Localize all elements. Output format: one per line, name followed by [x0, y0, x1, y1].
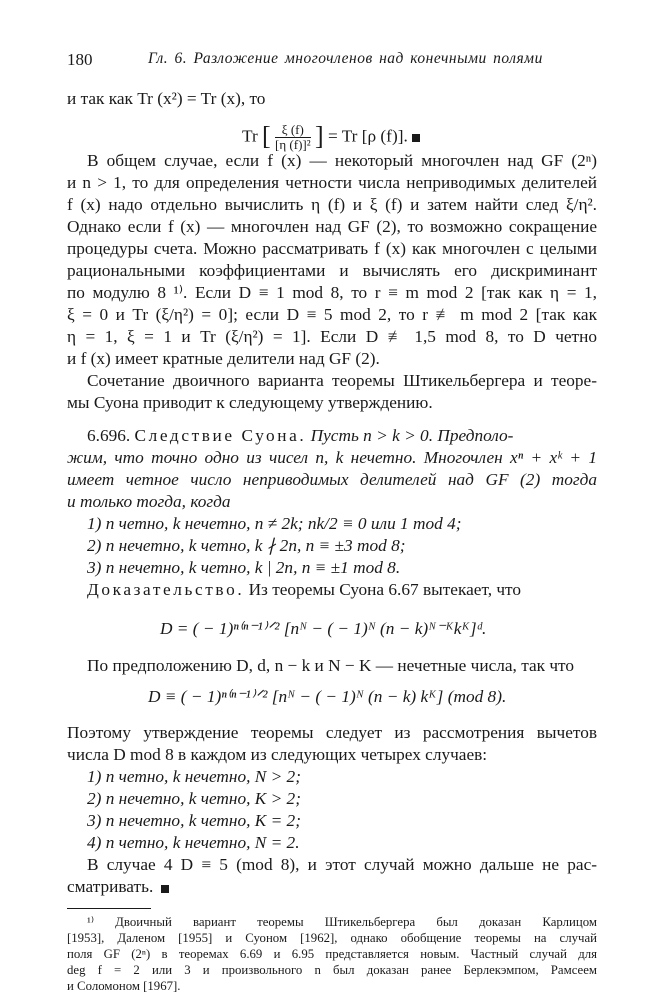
- list-item: 1) n четно, k нечетно, n ≠ 2k; nk/2 ≡ 0 или 1 mod 4;: [87, 514, 462, 533]
- fraction-denominator: [η (f)]²: [275, 137, 311, 152]
- list-item: 2) n нечетно, k четно, k ∤ 2n, n ≡ ±3 mod 8;: [87, 536, 406, 555]
- text-line: Сочетание двоичного варианта теоремы Штикельбергера и теоре-: [87, 371, 597, 390]
- end-of-proof-mark: [161, 885, 169, 893]
- text-line: В общем случае, если f (x) — некоторый многочлен над GF (2ⁿ): [87, 151, 597, 170]
- text-line: η = 1, ξ = 1 и Tr (ξ/η²) = 1]. Если D ≢ 1,5 mod 8, то D четно: [67, 327, 597, 346]
- equation-fraction: [275, 123, 311, 152]
- corollary-heading: [87, 425, 513, 447]
- text-line: сматривать.: [67, 876, 169, 898]
- text-line: и только тогда, когда: [67, 492, 231, 511]
- text-line: процедуры счета. Можно рассматривать f (x) как многочлен с целыми: [67, 239, 597, 258]
- text-line: Поэтому утверждение теоремы следует из рассмотрения вычетов: [67, 723, 597, 742]
- text-line: имеет четное число неприводимых делителей над GF (2) тогда: [67, 470, 597, 489]
- case-item: 1) n четно, k нечетно, N > 2;: [87, 767, 301, 786]
- footnote-line: и Соломоном [1967].: [67, 979, 181, 993]
- fraction-numerator: ξ (f): [275, 123, 311, 138]
- running-title: Гл. 6. Разложение многочленов над конечными полями: [148, 50, 543, 67]
- text-line: Однако если f (x) — многочлен над GF (2), то возможно сокращение: [67, 217, 597, 236]
- corollary-number: 6.696.: [87, 426, 131, 445]
- text-line: В случае 4 D ≡ 5 (mod 8), и этот случай можно дальше не рас-: [87, 855, 597, 874]
- corollary-text: Пусть n > k > 0. Предполо-: [310, 426, 514, 445]
- equation-lhs: Tr: [242, 126, 258, 146]
- footnote-line: deg f = 2 или 3 и произвольного n был доказан ранее Берлекэмпом, Рамсеем: [67, 963, 597, 977]
- equation-trace: Tr [ $\frac{\xi (f)}{\text{[η (f)]²}}$ ] = Tr [ρ (f)].: [242, 123, 420, 152]
- case-item: 2) n нечетно, k четно, K > 2;: [87, 789, 301, 808]
- case-item: 4) n четно, k нечетно, N = 2.: [87, 833, 300, 852]
- proof-word: Доказательство.: [87, 580, 245, 599]
- text-line: по модулю 8 ¹⁾. Если D ≡ 1 mod 8, то r ≡ m mod 2 [так как η = 1,: [67, 283, 597, 302]
- equation-congruence: D ≡ ( − 1)ⁿ⁽ⁿ⁻¹⁾ᐟ² [nᴺ − ( − 1)ᴺ (n − k) kᴷ] (mod 8).: [148, 687, 507, 706]
- proof-line: [87, 579, 521, 601]
- proof-text: Из теоремы Суона 6.67 вытекает, что: [248, 580, 521, 599]
- equation-rhs: = Tr [ρ (f)].: [327, 126, 408, 146]
- corollary-word: Следствие Суона.: [134, 426, 307, 445]
- footnote-line: поля GF (2ⁿ) в теоремах 6.69 и 6.95 представляется новым. Частный случай для: [67, 947, 597, 961]
- list-item: 3) n нечетно, k четно, k | 2n, n ≡ ±1 mod 8.: [87, 558, 401, 577]
- footnote-line: [1953], Даленом [1955] и Суоном [1962], однако обобщение теоремы на случай: [67, 931, 597, 945]
- end-of-proof-mark: [412, 134, 420, 142]
- text-line: мы Суона приводит к следующему утверждению.: [67, 393, 433, 412]
- text-line: рациональными коэффициентами и вычислять его дискриминант: [67, 261, 597, 280]
- page-number: 180: [67, 50, 93, 69]
- text-line: По предположению D, d, n − k и N − K — нечетные числа, так что: [87, 656, 574, 675]
- text-line: f (x) надо отдельно вычислить η (f) и ξ (f) и затем найти след ξ/η².: [67, 195, 597, 214]
- text-line: и f (x) имеет кратные делители над GF (2).: [67, 349, 380, 368]
- footnote-rule: [67, 908, 151, 909]
- footnote-line: ¹⁾ Двоичный вариант теоремы Штикельбергера был доказан Карлицом: [87, 915, 597, 929]
- case-item: 3) n нечетно, k четно, K = 2;: [87, 811, 301, 830]
- text-line: и n > 1, то для определения четности числа неприводимых делителей: [67, 173, 597, 192]
- page-header: [67, 50, 597, 72]
- text-line: и так как Tr (x²) = Tr (x), то: [67, 89, 266, 108]
- text-line: ξ = 0 и Tr (ξ/η²) = 0]; если D ≡ 5 mod 2, то r ≢ m mod 2 [так как: [67, 305, 597, 324]
- text-line: числа D mod 8 в каждом из следующих четырех случаев:: [67, 745, 488, 764]
- text-line: жим, что точно одно из чисел n, k нечетно. Многочлен xⁿ + xᵏ + 1: [67, 448, 597, 467]
- equation-discriminant: D = ( − 1)ⁿ⁽ⁿ⁻¹⁾ᐟ² [nᴺ − ( − 1)ᴺ (n − k)ᴺ⁻ᴷkᴷ]ᵈ.: [160, 619, 487, 638]
